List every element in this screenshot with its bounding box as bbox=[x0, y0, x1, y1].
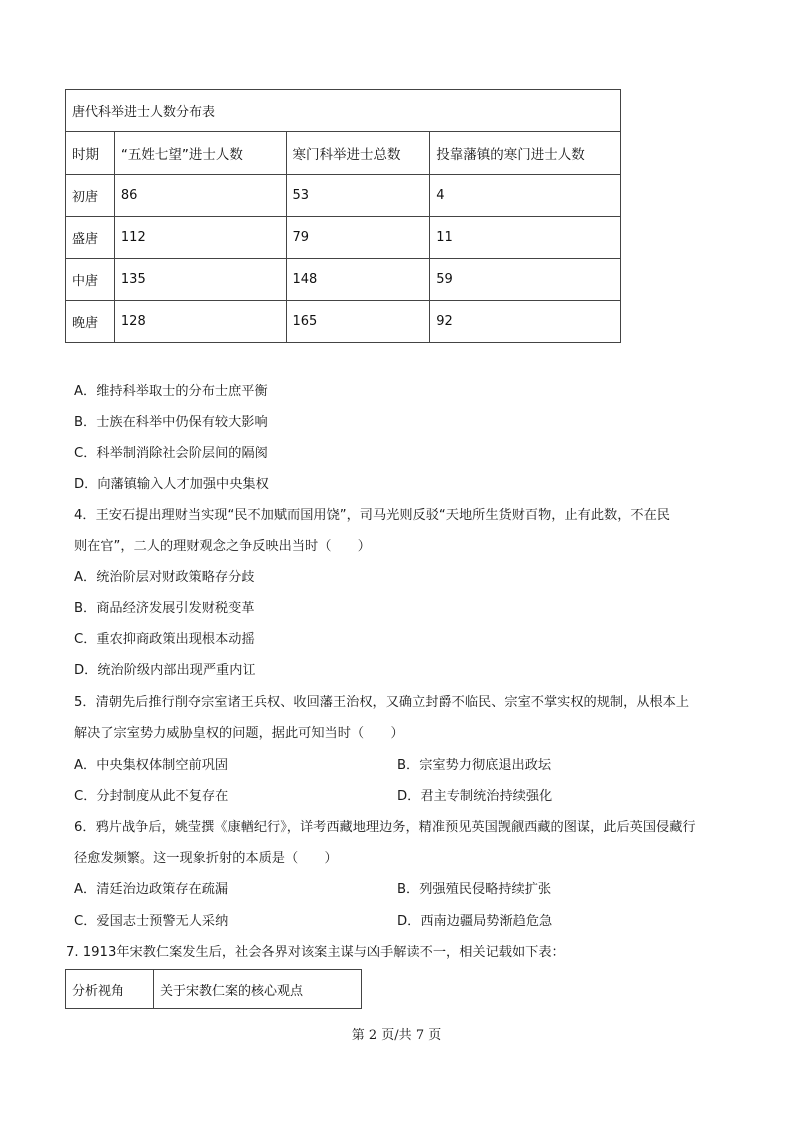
table-row bbox=[66, 175, 621, 217]
header-cell: 投靠藩镇的寒门进士人数 bbox=[430, 132, 621, 175]
q5-option-d[interactable]: D．君主专制统治持续强化 bbox=[397, 789, 553, 804]
table-cell: 晚唐 bbox=[66, 301, 115, 343]
table-cell: 初唐 bbox=[66, 175, 115, 217]
q5-stem-line1: 5．清朝先后推行削夺宗室诸王兵权、收回藩王治权，又确立封爵不临民、宗室不掌实权的规制，从根本上 bbox=[74, 695, 690, 710]
header-cell: 分析视角 bbox=[66, 970, 154, 1009]
table-cell: 92 bbox=[430, 301, 621, 343]
table-cell: 79 bbox=[286, 217, 430, 259]
table-caption: 唐代科举进士人数分布表 bbox=[66, 90, 621, 132]
table-header-row bbox=[66, 132, 621, 175]
table-row bbox=[66, 259, 621, 301]
table-cell: 128 bbox=[114, 301, 286, 343]
q6-stem-line1: 6．鸦片战争后，姚莹撰《康輶纪行》，详考西藏地理边务，精准预见英国觊觎西藏的图谋，此后英国侵藏行 bbox=[74, 820, 696, 835]
q3-option-d[interactable]: D．向藩镇输入人才加强中央集权 bbox=[74, 477, 269, 492]
table-cell: 135 bbox=[114, 259, 286, 301]
q5-option-c[interactable]: C．分封制度从此不复存在 bbox=[74, 789, 229, 804]
q6-option-a[interactable]: A．清廷治边政策存在疏漏 bbox=[74, 882, 229, 897]
table-cell: 53 bbox=[286, 175, 430, 217]
jinshi-distribution-table bbox=[65, 89, 621, 343]
q3-option-b[interactable]: B．士族在科举中仍保有较大影响 bbox=[74, 415, 268, 430]
q7-stem: 7. 1913年宋教仁案发生后，社会各界对该案主谋与凶手解读不一，相关记载如下表： bbox=[66, 945, 565, 960]
header-cell: “五姓七望”进士人数 bbox=[114, 132, 286, 175]
table-cell: 4 bbox=[430, 175, 621, 217]
q4-option-d[interactable]: D．统治阶级内部出现严重内讧 bbox=[74, 663, 256, 678]
table-cell: 盛唐 bbox=[66, 217, 115, 259]
table-cell: 59 bbox=[430, 259, 621, 301]
q6-option-b[interactable]: B．列强殖民侵略持续扩张 bbox=[397, 882, 552, 897]
q6-stem-line2: 径愈发频繁。这一现象折射的本质是（ ） bbox=[74, 851, 338, 866]
q5-option-b[interactable]: B．宗室势力彻底退出政坛 bbox=[397, 758, 552, 773]
q3-option-c[interactable]: C．科举制消除社会阶层间的隔阂 bbox=[74, 446, 268, 461]
header-cell: 时期 bbox=[66, 132, 115, 175]
table-cell: 中唐 bbox=[66, 259, 115, 301]
song-case-table bbox=[65, 969, 362, 1009]
q4-option-a[interactable]: A．统治阶层对财政策略存分歧 bbox=[74, 570, 255, 585]
q3-option-a[interactable]: A．维持科举取士的分布士庶平衡 bbox=[74, 384, 268, 399]
q6-option-c[interactable]: C．爱国志士预警无人采纳 bbox=[74, 914, 229, 929]
q4-option-b[interactable]: B．商品经济发展引发财税变革 bbox=[74, 601, 255, 616]
header-cell: 寒门科举进士总数 bbox=[286, 132, 430, 175]
page-footer: 第 2 页/共 7 页 bbox=[351, 1028, 442, 1043]
q4-stem-line1: 4．王安石提出理财当实现“民不加赋而国用饶”，司马光则反驳“天地所生货财百物，止有此数，不在民 bbox=[74, 508, 670, 523]
table-cell: 11 bbox=[430, 217, 621, 259]
table-cell: 112 bbox=[114, 217, 286, 259]
table-cell: 165 bbox=[286, 301, 430, 343]
q5-stem-line2: 解决了宗室势力威胁皇权的问题，据此可知当时（ ） bbox=[74, 726, 404, 741]
q4-option-c[interactable]: C．重农抑商政策出现根本动摇 bbox=[74, 632, 255, 647]
table-row bbox=[66, 301, 621, 343]
q4-stem-line2: 则在官”，二人的理财观念之争反映出当时（ ） bbox=[74, 539, 371, 554]
table-cell: 86 bbox=[114, 175, 286, 217]
table-row bbox=[66, 217, 621, 259]
q6-option-d[interactable]: D．西南边疆局势渐趋危急 bbox=[397, 914, 553, 929]
table-header-row bbox=[66, 970, 362, 1009]
header-cell: 关于宋教仁案的核心观点 bbox=[154, 970, 362, 1009]
q5-option-a[interactable]: A．中央集权体制空前巩固 bbox=[74, 758, 229, 773]
table-cell: 148 bbox=[286, 259, 430, 301]
